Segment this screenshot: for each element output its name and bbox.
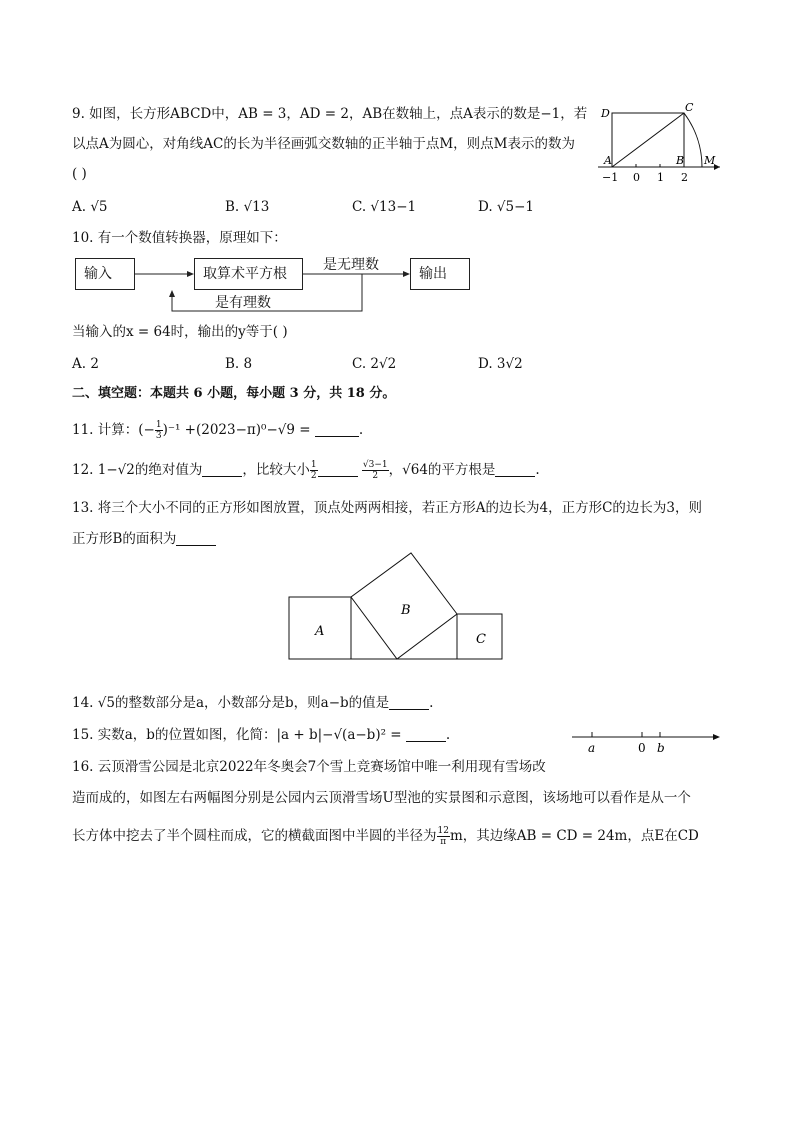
flow-input-box: 输入 bbox=[75, 258, 135, 290]
q13-label-a: A bbox=[315, 624, 325, 639]
q9-tick-0: 0 bbox=[633, 171, 640, 184]
q16-radius-fraction: $\frac{12}{\pi}$ bbox=[437, 826, 449, 847]
q9-line2: 以点A为圆心，对角线AC的长为半径画弧交数轴的正半轴于点M，则点M表示的数为 bbox=[72, 136, 575, 152]
q13-answer-blank[interactable] bbox=[176, 531, 216, 546]
q13-label-b: B bbox=[401, 603, 411, 618]
q10-option-b: B. 8 bbox=[225, 356, 253, 372]
q12-half: $\frac{1}{2}$ bbox=[310, 460, 317, 481]
q12-part2: ，比较大小 bbox=[242, 462, 310, 478]
q13-line2: 正方形B的面积为 bbox=[72, 530, 216, 548]
flow-rational-label: 是有理数 bbox=[215, 295, 271, 311]
q9-tick-2: 2 bbox=[681, 171, 688, 184]
q12-blank2[interactable] bbox=[318, 462, 358, 477]
q13-line1: 13. 将三个大小不同的正方形如图放置，顶点处两两相接，若正方形A的边长为4，正方形C的边长为3，则 bbox=[72, 500, 703, 516]
q11-fraction: $\frac{1}{3}$ bbox=[155, 420, 162, 441]
q10-option-a: A. 2 bbox=[72, 356, 99, 372]
q15-answer-blank[interactable] bbox=[406, 727, 446, 742]
q9-option-b: B. √13 bbox=[225, 199, 270, 215]
q10-line2: 当输入的x = 64时，输出的y等于( ) bbox=[72, 324, 288, 340]
q15-label-b: b bbox=[657, 741, 665, 755]
q15-number-line bbox=[570, 728, 722, 756]
q10-option-c: C. 2√2 bbox=[352, 356, 397, 372]
q11-rest: )⁻¹ +(2023−π)⁰−√9 = bbox=[162, 422, 315, 438]
q15-label-0: 0 bbox=[638, 741, 646, 755]
q12-part3: ，√64的平方根是 bbox=[388, 462, 496, 478]
q10-line1: 10. 有一个数值转换器，原理如下： bbox=[72, 230, 287, 246]
q9-option-c: C. √13−1 bbox=[352, 199, 417, 215]
q16-line3: 长方体中挖去了半个圆柱而成，它的横截面图中半圆的半径为 $\frac{12}{\pi}$ m，其边缘AB = CD = 24m，点E在CD bbox=[72, 826, 699, 847]
q12-blank1[interactable] bbox=[202, 462, 242, 477]
q15-line: 15. 实数a，b的位置如图，化简：|a + b|−√(a−b)² = . bbox=[72, 727, 451, 743]
flow-process-box: 取算术平方根 bbox=[194, 258, 303, 290]
flow-irrational-label: 是无理数 bbox=[323, 257, 379, 273]
q9-option-d: D. √5−1 bbox=[478, 199, 535, 215]
q15-label-a: a bbox=[588, 741, 596, 755]
section2-heading: 二、填空题：本题共 6 小题，每小题 3 分，共 18 分。 bbox=[72, 386, 396, 401]
q9-label-b: B bbox=[676, 154, 685, 167]
q16-line2: 造而成的，如图左右两幅图分别是公园内云顶滑雪场U型池的实景图和示意图，该场地可以看作是从一个 bbox=[72, 790, 691, 806]
q14-answer-blank[interactable] bbox=[389, 695, 429, 710]
q16-line1: 16. 云顶滑雪公园是北京2022年冬奥会7个雪上竞赛场馆中唯一利用现有雪场改 bbox=[72, 759, 546, 775]
q9-option-a: A. √5 bbox=[72, 199, 108, 215]
q10-flow-arrows bbox=[130, 255, 420, 315]
flow-output-box: 输出 bbox=[410, 258, 470, 290]
q9-line1: 9. 如图，长方形ABCD中，AB = 3，AD = 2，AB在数轴上，点A表示的数是−1，若 bbox=[72, 106, 588, 122]
q14-line: 14. √5的整数部分是a，小数部分是b，则a−b的值是 . bbox=[72, 695, 434, 711]
q12-frac2: $\frac{√3-1}{2}$ bbox=[362, 460, 388, 481]
q9-label-m: M bbox=[704, 154, 716, 167]
q9-paren: ( ) bbox=[72, 166, 87, 182]
q12-line: 12. 1−√2的绝对值为 ，比较大小 $\frac{1}{2}$ $\frac{√3-1}{2}$ ，√64的平方根是 . bbox=[72, 460, 540, 481]
q11-line: 11. 计算：(− $\frac{1}{3}$ )⁻¹ +(2023−π)⁰−√9 = . bbox=[72, 420, 364, 441]
q13-squares-figure bbox=[285, 550, 510, 665]
q9-tick-neg1: −1 bbox=[602, 171, 619, 184]
q10-option-d: D. 3√2 bbox=[478, 356, 523, 372]
q13-label-c: C bbox=[476, 632, 486, 647]
q9-tick-1: 1 bbox=[657, 171, 664, 184]
q11-answer-blank[interactable] bbox=[315, 422, 359, 437]
q11-prefix: 11. 计算：(− bbox=[72, 422, 155, 438]
q9-label-d: D bbox=[601, 107, 610, 120]
q9-label-c: C bbox=[685, 101, 694, 114]
q9-figure bbox=[596, 100, 726, 186]
q12-part1: 12. 1−√2的绝对值为 bbox=[72, 462, 203, 478]
q9-label-a: A bbox=[604, 154, 612, 167]
q12-blank3[interactable] bbox=[495, 462, 535, 477]
